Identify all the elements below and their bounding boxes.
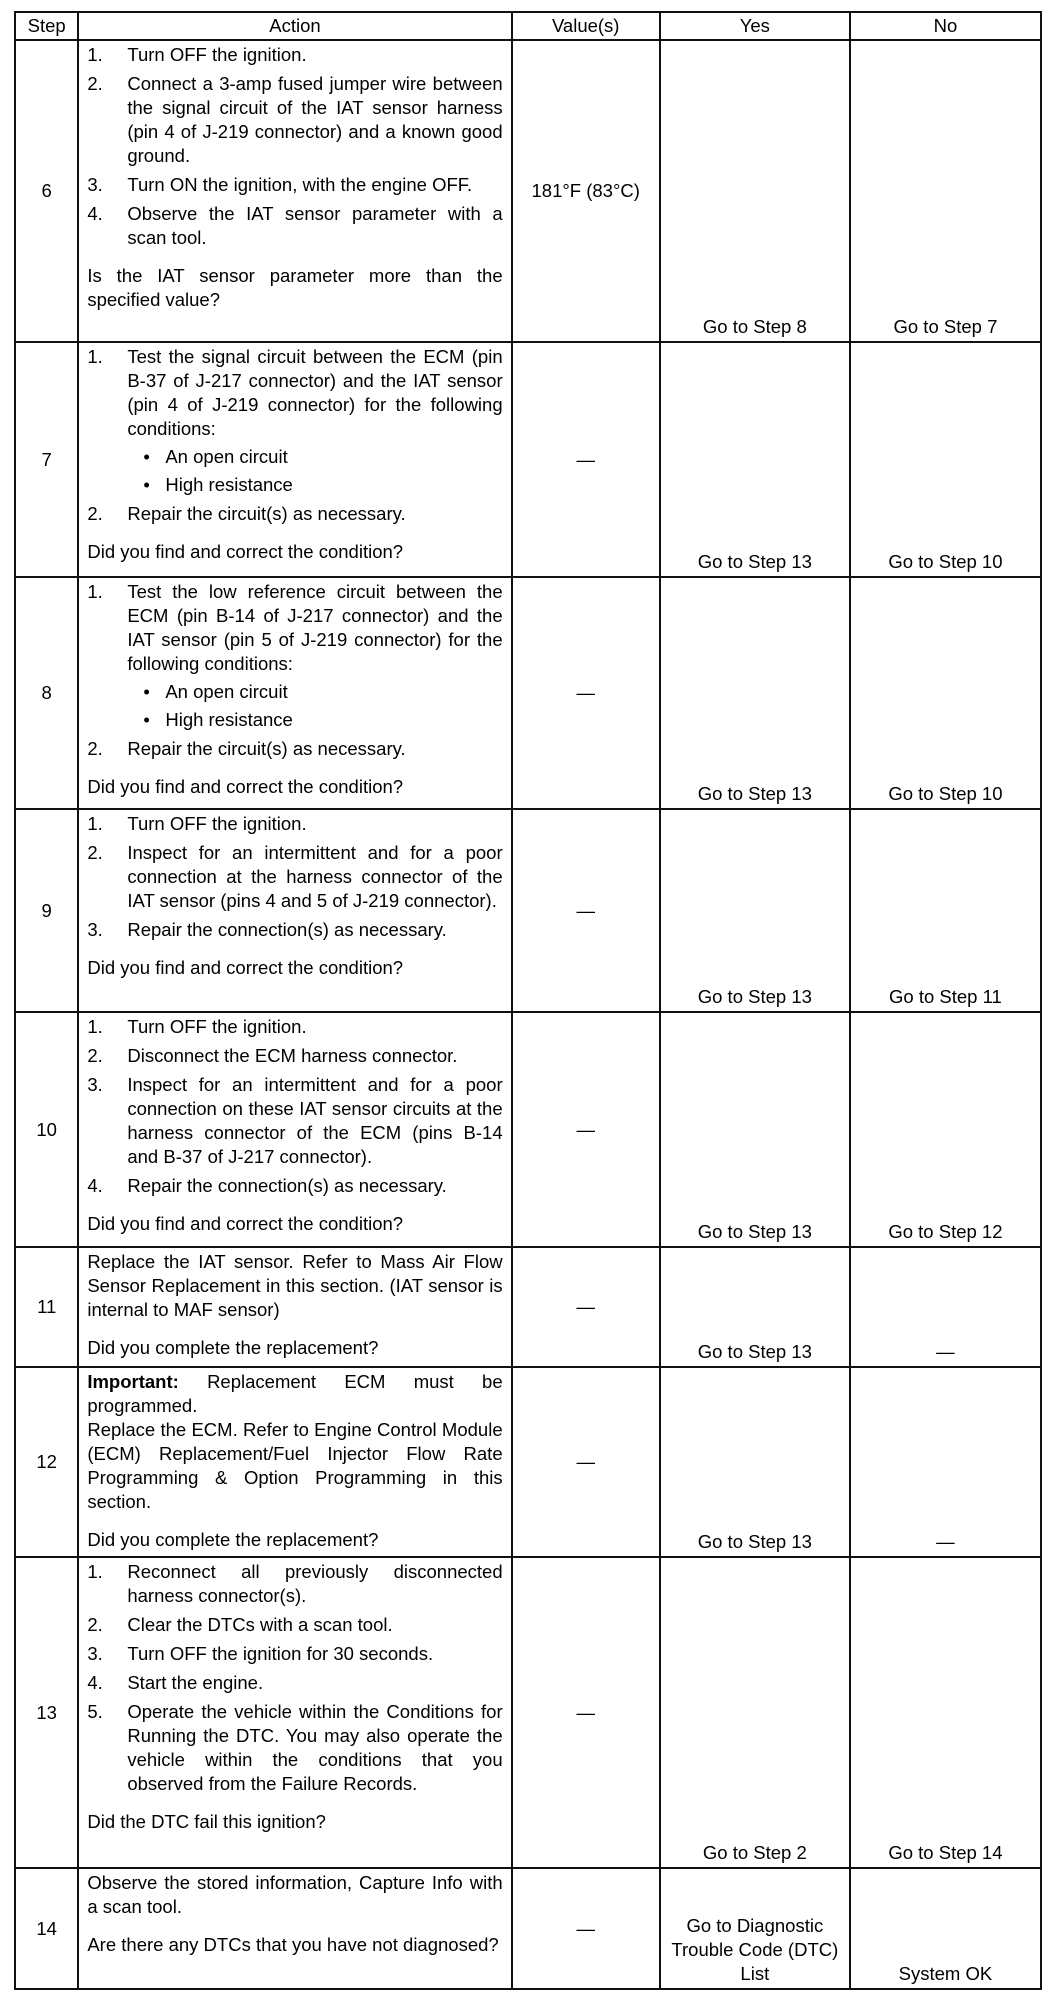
important-text: Replacement ECM must be programmed. — [87, 1371, 503, 1416]
action-item — [87, 918, 502, 942]
header-step: Step — [15, 12, 78, 40]
action-item — [87, 1671, 502, 1695]
action-item — [87, 173, 502, 197]
item-text: Disconnect the ECM harness connector. — [127, 1045, 458, 1066]
no-cell: — — [850, 1247, 1041, 1367]
bullet-text: An open circuit — [165, 446, 288, 467]
step-number: 9 — [15, 809, 78, 1012]
yes-cell: Go to Step 8 — [660, 40, 850, 342]
bullet-icon: • — [143, 709, 150, 730]
action-item — [87, 1015, 502, 1039]
table-row — [15, 342, 1041, 577]
item-text: Repair the circuit(s) as necessary. — [127, 738, 406, 759]
value-cell: — — [512, 1247, 660, 1367]
action-item — [87, 202, 502, 250]
action-item — [87, 1044, 502, 1068]
step-number: 7 — [15, 342, 78, 577]
bullet-text: High resistance — [165, 709, 293, 730]
item-number: 3. — [87, 174, 103, 195]
header-yes: Yes — [660, 12, 850, 40]
item-number: 1. — [87, 813, 103, 834]
important-note — [87, 1370, 502, 1418]
yes-cell: Go to Diagnostic Trouble Code (DTC) List — [660, 1868, 850, 1989]
step-number: 10 — [15, 1012, 78, 1247]
no-cell: System OK — [850, 1868, 1041, 1989]
bullet-item — [143, 680, 502, 704]
action-question: Did you find and correct the condition? — [87, 541, 404, 562]
yes-cell: Go to Step 13 — [660, 1012, 850, 1247]
item-text: Reconnect all previously disconnected harness connector(s). — [127, 1561, 503, 1606]
value-cell: — — [512, 1868, 660, 1989]
header-values: Value(s) — [512, 12, 660, 40]
action-item — [87, 345, 502, 441]
action-item — [87, 737, 502, 761]
action-question: Did you complete the replacement? — [87, 1337, 379, 1358]
diagnostic-table — [14, 11, 1042, 1990]
action-question: Are there any DTCs that you have not diagnosed? — [87, 1934, 499, 1955]
item-number: 4. — [87, 1672, 103, 1693]
action-cell — [78, 1868, 511, 1989]
item-text: Turn OFF the ignition. — [127, 813, 307, 834]
action-question: Did you find and correct the condition? — [87, 957, 404, 978]
action-item — [87, 1613, 502, 1637]
item-number: 2. — [87, 503, 103, 524]
action-item — [87, 580, 502, 676]
item-text: Start the engine. — [127, 1672, 264, 1693]
action-cell — [78, 342, 511, 577]
no-cell: — — [850, 1367, 1041, 1557]
action-item — [87, 1642, 502, 1666]
action-cell — [78, 809, 511, 1012]
step-number: 8 — [15, 577, 78, 809]
item-text: Connect a 3-amp fused jumper wire between the signal circuit of the IAT sensor harness (pin 4 of J-219 connector) and a known good ground. — [127, 73, 503, 166]
no-cell: Go to Step 7 — [850, 40, 1041, 342]
value-cell: — — [512, 1012, 660, 1247]
no-cell: Go to Step 10 — [850, 342, 1041, 577]
table-row — [15, 40, 1041, 342]
table-row — [15, 1868, 1041, 1989]
value-cell: — — [512, 1367, 660, 1557]
bullet-text: An open circuit — [165, 681, 288, 702]
item-number: 2. — [87, 738, 103, 759]
action-question: Did the DTC fail this ignition? — [87, 1811, 326, 1832]
step-number: 14 — [15, 1868, 78, 1989]
item-text: Test the signal circuit between the ECM (pin B-37 of J-217 connector) and the IAT sensor (pin 4 of J-219 connector) for the following conditions: — [127, 346, 503, 439]
action-item — [87, 1700, 502, 1796]
action-cell — [78, 1557, 511, 1868]
step-number: 11 — [15, 1247, 78, 1367]
item-number: 1. — [87, 346, 103, 367]
action-item — [87, 1174, 502, 1198]
item-text: Turn OFF the ignition. — [127, 44, 307, 65]
bullet-icon: • — [143, 681, 150, 702]
item-text: Inspect for an intermittent and for a poor connection at the harness connector of the IAT sensor (pins 4 and 5 of J-219 connector). — [127, 842, 503, 911]
step-number: 6 — [15, 40, 78, 342]
yes-cell: Go to Step 13 — [660, 1367, 850, 1557]
action-item — [87, 72, 502, 168]
action-item — [87, 1073, 502, 1169]
bullet-text: High resistance — [165, 474, 293, 495]
action-paragraph: Replace the IAT sensor. Refer to Mass Air Flow Sensor Replacement in this section. (IAT sensor is internal to MAF sensor) — [87, 1251, 503, 1320]
no-cell: Go to Step 10 — [850, 577, 1041, 809]
bullet-icon: • — [143, 474, 150, 495]
item-text: Clear the DTCs with a scan tool. — [127, 1614, 393, 1635]
item-text: Test the low reference circuit between the ECM (pin B-14 of J-217 connector) and the IAT sensor (pin 5 of J-219 connector) for the following conditions: — [127, 581, 503, 674]
item-number: 1. — [87, 44, 103, 65]
bullet-icon: • — [143, 446, 150, 467]
value-cell: — — [512, 342, 660, 577]
header-row — [15, 12, 1041, 40]
table-row — [15, 1247, 1041, 1367]
item-text: Repair the circuit(s) as necessary. — [127, 503, 406, 524]
value-cell: — — [512, 1557, 660, 1868]
table-row — [15, 1012, 1041, 1247]
item-text: Turn ON the ignition, with the engine OFF. — [127, 174, 473, 195]
action-cell — [78, 1247, 511, 1367]
item-text: Turn OFF the ignition for 30 seconds. — [127, 1643, 434, 1664]
bullet-item — [143, 708, 502, 732]
yes-cell: Go to Step 13 — [660, 342, 850, 577]
item-number: 4. — [87, 1175, 103, 1196]
yes-cell: Go to Step 13 — [660, 809, 850, 1012]
bullet-item — [143, 445, 502, 469]
item-number: 4. — [87, 203, 103, 224]
step-number: 13 — [15, 1557, 78, 1868]
step-number: 12 — [15, 1367, 78, 1557]
item-text: Repair the connection(s) as necessary. — [127, 919, 447, 940]
action-item — [87, 502, 502, 526]
action-cell — [78, 1367, 511, 1557]
important-label: Important: — [87, 1371, 179, 1392]
item-text: Turn OFF the ignition. — [127, 1016, 307, 1037]
yes-cell: Go to Step 13 — [660, 577, 850, 809]
item-number: 3. — [87, 919, 103, 940]
item-number: 3. — [87, 1074, 103, 1095]
item-text: Inspect for an intermittent and for a poor connection on these IAT sensor circuits at the harness connector of the ECM (pins B-14 and B-37 of J-217 connector). — [127, 1074, 503, 1167]
item-text: Observe the IAT sensor parameter with a scan tool. — [127, 203, 503, 248]
item-number: 1. — [87, 1016, 103, 1037]
no-cell: Go to Step 14 — [850, 1557, 1041, 1868]
action-cell — [78, 577, 511, 809]
no-cell: Go to Step 11 — [850, 809, 1041, 1012]
item-number: 1. — [87, 581, 103, 602]
header-action: Action — [78, 12, 511, 40]
item-number: 2. — [87, 1045, 103, 1066]
table-row — [15, 1367, 1041, 1557]
value-cell: 181°F (83°C) — [512, 40, 660, 342]
bullet-item — [143, 473, 502, 497]
item-number: 1. — [87, 1561, 103, 1582]
yes-cell: Go to Step 2 — [660, 1557, 850, 1868]
action-item — [87, 43, 502, 67]
action-item — [87, 841, 502, 913]
action-cell — [78, 1012, 511, 1247]
action-cell — [78, 40, 511, 342]
action-question: Did you find and correct the condition? — [87, 776, 404, 797]
item-text: Operate the vehicle within the Conditions for Running the DTC. You may also operate the vehicle within the conditions that you observed from the Failure Records. — [127, 1701, 503, 1794]
item-number: 5. — [87, 1701, 103, 1722]
item-number: 2. — [87, 842, 103, 863]
item-number: 2. — [87, 1614, 103, 1635]
action-question: Did you complete the replacement? — [87, 1529, 379, 1550]
action-question: Is the IAT sensor parameter more than the specified value? — [87, 265, 503, 310]
yes-cell: Go to Step 13 — [660, 1247, 850, 1367]
action-item — [87, 812, 502, 836]
header-no: No — [850, 12, 1041, 40]
value-cell: — — [512, 809, 660, 1012]
table-row — [15, 1557, 1041, 1868]
action-paragraph: Observe the stored information, Capture Info with a scan tool. — [87, 1872, 503, 1917]
item-text: Repair the connection(s) as necessary. — [127, 1175, 447, 1196]
action-question: Did you find and correct the condition? — [87, 1213, 404, 1234]
item-number: 3. — [87, 1643, 103, 1664]
item-number: 2. — [87, 73, 103, 94]
no-cell: Go to Step 12 — [850, 1012, 1041, 1247]
table-row — [15, 577, 1041, 809]
table-row — [15, 809, 1041, 1012]
value-cell: — — [512, 577, 660, 809]
action-item — [87, 1560, 502, 1608]
action-paragraph: Replace the ECM. Refer to Engine Control Module (ECM) Replacement/Fuel Injector Flow Rate Programming & Option Programming in this section. — [87, 1419, 503, 1512]
diagnostic-table-container — [14, 11, 1042, 1990]
